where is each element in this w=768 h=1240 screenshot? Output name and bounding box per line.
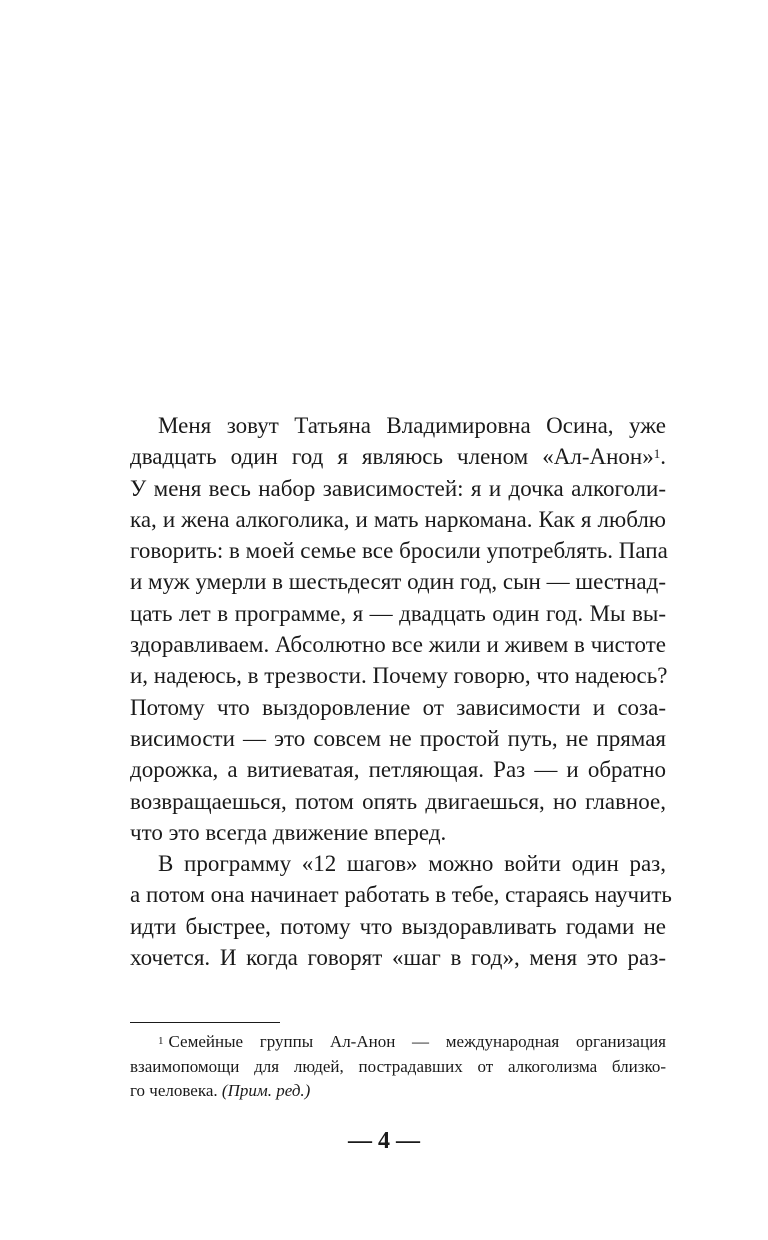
text-line: Потому что выздоровление от зависимости и соза- [130,694,666,720]
footnote-reference[interactable]: 1 [653,446,661,462]
text-line: В программу «12 шагов» можно войти один раз, [158,851,666,877]
footnote [130,1030,666,1104]
text-line: здоравливаем. Абсолютно все жили и живем в чистоте [130,632,666,658]
text-line: и, надеюсь, в трезвости. Почему говорю, что надеюсь? [130,663,668,689]
text-punctuation: . [660,444,666,470]
footnote-marker: 1 [158,1035,164,1047]
text-line: идти быстрее, потому что выздоравливать годами не [130,913,666,939]
text-line: У меня весь набор зависимостей: я и дочка алкоголи- [130,475,666,501]
footnote-line: взаимопомощи для людей, пострадавших от алкоголизма близко- [130,1056,666,1076]
text-line: висимости — это совсем не простой путь, не прямая [130,725,666,751]
text-line: возвращаешься, потом опять двигаешься, но главное, [130,788,666,814]
text-line: дорожка, а витиеватая, петляющая. Раз — и обратно [130,757,666,783]
paragraph-1 [130,410,666,848]
footnote-text: го человека. [130,1081,218,1100]
footnote-text: Семейные группы Ал-Анон — международная организация [168,1032,666,1051]
page-number: — 4 — [348,1128,420,1154]
editor-note: (Прим. ред.) [221,1081,311,1100]
footnote-line [130,1079,666,1104]
main-text [130,410,672,973]
footnote-divider [130,1022,280,1023]
text-line: говорить: в моей семье все бросили употреблять. Папа [130,538,668,564]
footnote-line [130,1030,666,1055]
text-line-with-footnote [130,441,666,472]
text-line: и муж умерли в шестьдесят один год, сын — шестнад- [130,569,666,595]
text-line: ка, и жена алкоголика, и мать наркомана. Как я люблю [130,506,666,532]
text-line: что это всегда движение вперед. [130,819,447,845]
text-line: а потом она начинает работать в тебе, стараясь научить [130,882,672,908]
text-line: двадцать один год я являюсь членом «Ал-Анон» [130,444,654,470]
text-line: цать лет в программе, я — двадцать один год. Мы вы- [130,600,666,626]
text-line: Меня зовут Татьяна Владимировна Осина, уже [158,413,666,438]
text-line: хочется. И когда говорят «шаг в год», меня это раз- [130,945,666,971]
paragraph-2 [130,848,672,973]
